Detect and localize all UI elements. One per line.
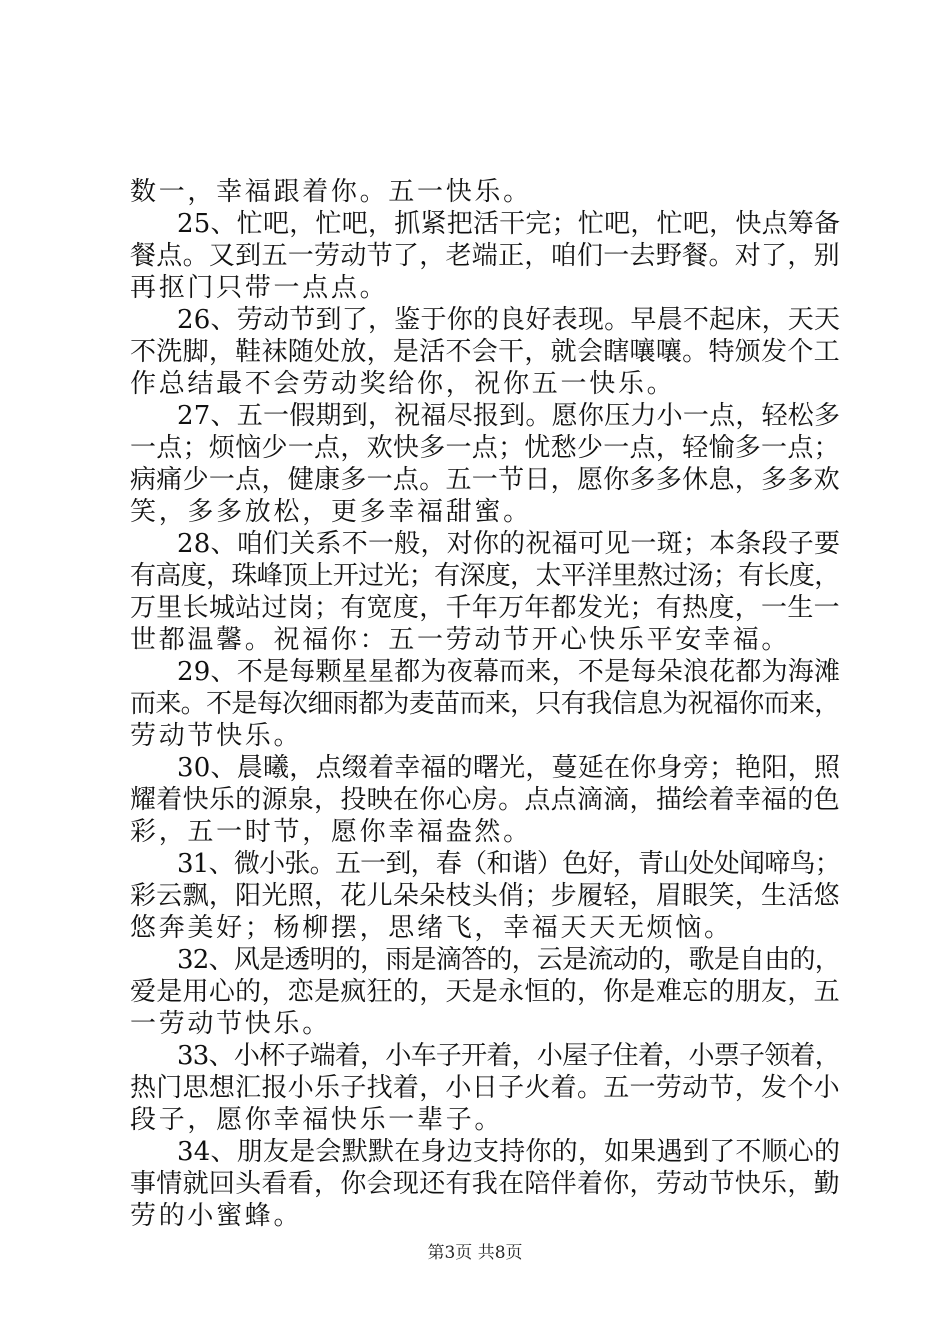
text-line: 28、咱们关系不一般，对你的祝福可见一斑；本条段子要	[177, 529, 841, 559]
text-line: 31、微小张。五一到，春（和谐）色好，青山处处闻啼鸟；	[177, 849, 840, 879]
text-line: 26、劳动节到了，鉴于你的良好表现。早晨不起床，天天	[177, 305, 841, 335]
text-line: 32、风是透明的，雨是滴答的，云是流动的，歌是自由的，	[177, 945, 840, 975]
text-line: 悠奔美好；杨柳摆，思绪飞，幸福天天无烦恼。	[130, 913, 733, 943]
text-line: 27、五一假期到，祝福尽报到。愿你压力小一点，轻松多	[177, 401, 841, 431]
text-line: 作总结最不会劳动奖给你，祝你五一快乐。	[130, 369, 676, 399]
text-line: 有高度，珠峰顶上开过光；有深度，太平洋里熬过汤；有长度，	[130, 561, 840, 591]
text-line: 30、晨曦，点缀着幸福的曙光，蔓延在你身旁；艳阳，照	[177, 753, 841, 783]
text-line: 劳的小蜜蜂。	[130, 1201, 303, 1231]
text-line: 25、忙吧，忙吧，抓紧把活干完；忙吧，忙吧，快点筹备	[177, 209, 841, 239]
text-line: 而来。不是每次细雨都为麦苗而来，只有我信息为祝福你而来，	[130, 689, 840, 719]
text-line: 再抠门只带一点点。	[130, 273, 389, 303]
text-line: 34、朋友是会默默在身边支持你的，如果遇到了不顺心的	[177, 1137, 841, 1167]
text-line: 彩云飘，阳光照，花儿朵朵枝头俏；步履轻，眉眼笑，生活悠	[130, 881, 840, 911]
text-line: 耀着快乐的源泉，投映在你心房。点点滴滴，描绘着幸福的色	[130, 785, 840, 815]
text-line: 段子，愿你幸福快乐一辈子。	[130, 1105, 504, 1135]
text-line: 29、不是每颗星星都为夜幕而来，不是每朵浪花都为海滩	[177, 657, 841, 687]
text-line: 爱是用心的，恋是疯狂的，天是永恒的，你是难忘的朋友，五	[130, 977, 840, 1007]
text-line: 世都温馨。祝福你：五一劳动节开心快乐平安幸福。	[130, 625, 791, 655]
text-line: 数一，幸福跟着你。五一快乐。	[130, 177, 532, 207]
text-line: 事情就回头看看，你会现还有我在陪伴着你，劳动节快乐，勤	[130, 1169, 840, 1199]
text-line: 病痛少一点，健康多一点。五一节日，愿你多多休息，多多欢	[130, 465, 840, 495]
text-line: 笑，多多放松，更多幸福甜蜜。	[130, 497, 532, 527]
text-line: 一劳动节快乐。	[130, 1009, 331, 1039]
text-line: 一点；烦恼少一点，欢快多一点；忧愁少一点，轻愉多一点；	[130, 433, 840, 463]
text-line: 不洗脚，鞋袜随处放，是活不会干，就会瞎嚷嚷。特颁发个工	[130, 337, 840, 367]
text-line: 劳动节快乐。	[130, 721, 303, 751]
text-line: 33、小杯子端着，小车子开着，小屋子住着，小票子领着，	[177, 1041, 840, 1071]
page-number-footer: 第3页 共8页	[427, 1243, 523, 1263]
text-line: 餐点。又到五一劳动节了，老端正，咱们一去野餐。对了，别	[130, 241, 840, 271]
text-line: 彩，五一时节，愿你幸福盎然。	[130, 817, 532, 847]
text-line: 万里长城站过岗；有宽度，千年万年都发光；有热度，一生一	[130, 593, 840, 623]
text-line: 热门思想汇报小乐子找着，小日子火着。五一劳动节，发个小	[130, 1073, 840, 1103]
